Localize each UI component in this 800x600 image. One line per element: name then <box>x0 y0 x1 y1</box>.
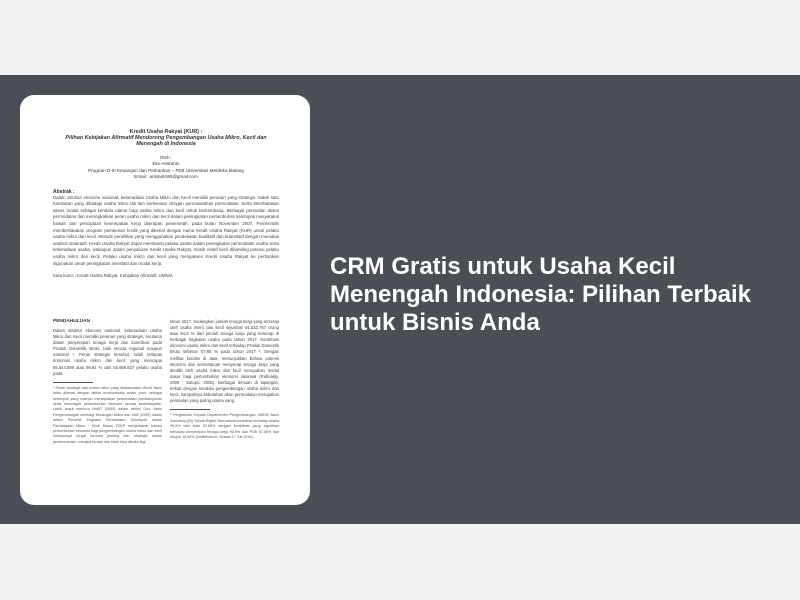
document-subtitle: Pilihan Kebijakan Afirmatif Mendorong Pengembangan Usaha Mikro, Kecil dan Menengah di Indonesia <box>65 135 267 147</box>
section-heading: PENDAHULUAN <box>53 319 91 324</box>
abstract-text: Dalam struktur ekonomi nasional, keberadaan Usaha Mikro dan Kecil memiliki peranan yang strategis. Salah satu hambatan yang dihadapi usaha mikro tak lain berkenaan dengan permasalahan permodalan. Serta keterbatasan akses modal sebagai kendala utama bagi usaha mikro dan kecil untuk berkembang. Berbagai persoalan akses permodalan dan meningkatkan peran usaha mikro dan kecil dalam peningkatan pertumbuhan kelompok masyarakat bawah dan penciptaan kesempatan kerja diterapan pemerintah, pada bulan November 2007, Pemerintah memberlakukan program pemberian kredit yang dikenal dengan nama Kredit Usaha Rakyat (KUR) untuk pelaku usaha mikro dan kecil. Metode penelitian yang menggunakan pendekatan kualitatif dan kuantitatif dengan memakai analisis deskriptif. Kredit Usaha Rakyat dapat membantu pelaku usaha dalam peningkatan permodalan usaha serta keberadaan usaha, walaupun dalam penyaluran Kredit Usaha Rakyat, masih relatif kecil dibanding potensi pelaku usaha mikro dan kecil. Pelaku usaha mikro dan kecil yang mengakses Kredit Usaha Rakyat ke perbankan digunakan untuk peningkatan investasi dan modal kerja. <box>53 194 279 266</box>
article-headline[interactable]: CRM Gratis untuk Usaha Kecil Menengah Indonesia: Pilihan Terbaik untuk Bisnis Anda <box>330 253 751 336</box>
document-title: Kredit Usaha Rakyat (KUR) : <box>129 129 203 135</box>
column-right <box>170 319 279 445</box>
footnote-divider <box>170 409 210 410</box>
column-left-text: Dalam struktur ekonomi nasional, keberadaan Usaha Mikro dan Kecil memiliki peranan yang strategis, terutama dalam penyerapan tenaga kerja dan kontribusi pada Produk Domestik Bruto, baik secara regional maupun nasional ¹. Peran strategis tersebut, tidak terlepas dominasi usaha mikro dan kecil yang mencapai 55.644.899 atau 99,91 % dari 55.669.827 pelaku usaha pada <box>53 328 162 376</box>
document-affiliation: Program D-III Keuangan dan Perbankan – FEB Universitas Merdeka Malang <box>88 167 244 173</box>
document-thumbnail[interactable] <box>20 95 310 505</box>
column-right-footnote: ² Pergeseran Kepala Departemen Pengembangan UMKM Bank Indonesia (BI) Yulista Rejeki Sari bahwa kontribusi terhadap usaha 99,9% dari total 57,88% dengan kontribusi yang signifikan terhadap penyerapan tenaga kerja 96,9% dan PDB 57,56% dan ekspor 15,65% (Detikfinance, Selasa 17 Juli 2018). <box>170 413 279 439</box>
keywords: Kata kunci : Kredit Usaha Rakyat, Kebijakan Afirmatif, UMKM, <box>53 273 174 279</box>
document-email: Email : aristanto90@gmail.com <box>134 174 198 180</box>
document-author: Eko Aristanto <box>152 161 180 167</box>
document-page <box>53 107 279 278</box>
document-columns <box>53 319 279 445</box>
document-by: Oleh : <box>159 155 173 160</box>
column-left <box>53 319 162 445</box>
column-right-text: tahun 2017. Sedangkan jumlah tenaga kerja yang terserap oleh usaha mikro dan kecil sejumlah 91.533.767 orang atau 94,9 % dari jumlah tenaga kerja yang terserap di berbagai tingkatan usaha pada tahun 2017. Kontribusi ekonomi usaha mikro dan kecil terhadap Produk Domestik Bruto sebesar 57,88 % pada tahun 2017 ². Dengan melihat kondisi di atas, menunjukkan bahwa potensi ekonomi dan kemampuan menyerap tenaga kerja yang dimiliki oleh usaha mikro dan kecil merupakan modal dasar bagi pertumbuhan ekonomi nasional (Rafinaldy, 2006 ; Sutopo, 2005). Berbagai temuan di lapangan, terkait dengan kendala pengembangan usaha mikro dan kecil, nampaknya kebutuhan akan permodalan merupakan persoalan yang paling utama yang <box>170 319 279 404</box>
column-left-footnote: ¹ Peran strategis dari usaha mikro yang dilaksanakan World Bank telah dikenal dengan istilah economically active poor, sebagai kelompok yang mampu menciptakan pemerataan pembangunan serta mencegah pertumbuhan ekonomi secara berkelanjutan. Lebih lanjut menurut MoBT (2005) dalam artikel Guo Vadis Pengembangan sembagi Keuangan Mikro dari UMI (2009) dalam artikel Penerbit Kegiatan Pendekatan Kelompok dalam Pembiayaan Mikro : Studi Kasus P2KP menjelaskan bahwa pertumbuhan ekonomi bagi pengembangan usaha mikro dan kecil mempunyai fungsi turunan penting dan strategis dalam perekonomian, menjadi krusial dan tidak bisa dibuka lagi. <box>53 385 162 444</box>
footnote-divider <box>53 382 93 383</box>
abstract-heading: Abstrak : <box>53 188 75 195</box>
